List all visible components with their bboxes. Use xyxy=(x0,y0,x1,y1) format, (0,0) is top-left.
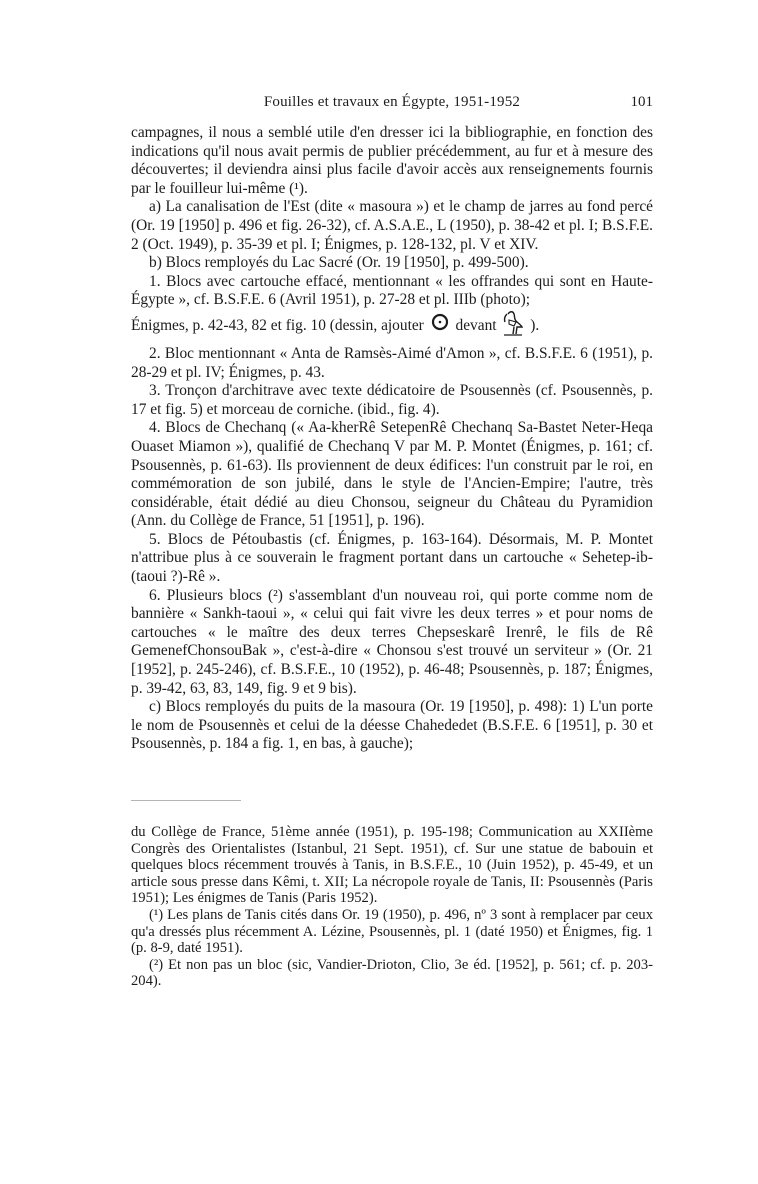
footnotes xyxy=(131,824,653,990)
footnote-1: (¹) Les plans de Tanis cités dans Or. 19 (1950), p. 496, nº 3 sont à remplacer par ceux qu'a dressés plus récemment A. Lézine, Psousennès, pl. 1 (daté 1950) et Énigmes, fig. 1 (p. 8-9, daté 1951). xyxy=(131,906,653,957)
paragraph-b5: 5. Blocs de Pétoubastis (cf. Énigmes, p. 163-164). Désormais, M. P. Montet n'attribue plus à ce souverain le fragment portant dans un cartouche « Sehetep-ib-(taoui ?)-Rê ». xyxy=(131,530,653,586)
paragraph-b: b) Blocs remployés du Lac Sacré (Or. 19 [1950], p. 499-500). xyxy=(149,254,529,272)
paragraph-b1: 1. Blocs avec cartouche effacé, mentionnant « les offrandes qui sont en Haute-Égypte », cf. B.S.F.E. 6 (Avril 1951), p. 27-28 et pl. IIIb (photo); xyxy=(131,272,653,309)
paragraph-b2: 2. Bloc mentionnant « Anta de Ramsès-Aimé d'Amon », cf. B.S.F.E. 6 (1951), p. 28-29 et pl. IV; Énigmes, p. 43. xyxy=(131,344,653,381)
paragraph-b1-continued xyxy=(131,310,653,345)
glyph-line-text-after: ). xyxy=(530,316,540,334)
paragraph-intro: campagnes, il nous a semblé utile d'en dresser ici la bibliographie, en fonction des indications qu'il nous avait permis de publier précédemment, au fur et à mesure des découvertes; il deviendra ainsi plus facile d'avoir accès aux renseignements fournis par le fouilleur lui-même (¹). xyxy=(131,124,653,197)
page-number: 101 xyxy=(630,94,653,110)
sun-disk-glyph-icon xyxy=(431,313,449,340)
footnote-2: (²) Et non pas un bloc (sic, Vandier-Drioton, Clio, 3e éd. [1952], p. 561; cf. p. 203-204). xyxy=(131,956,653,990)
running-header xyxy=(131,94,653,116)
paragraph-b6: 6. Plusieurs blocs (²) s'assemblant d'un nouveau roi, qui porte comme nom de bannière « Sankh-taoui », « celui qui fait vivre les deux terres » et pour noms de cartouches « le maître des deux terres Chepseskarê Irenrê, le fils de Rê GemenefChonsouBak », c'est-à-dire « Chonsou s'est trouvé un serviteur » (Or. 21 [1952], p. 245-246), cf. B.S.F.E., 10 (1952), p. 46-48; Psousennès, p. 187; Énigmes, p. 39-42, 63, 83, 149, fig. 9 et 9 bis). xyxy=(131,586,653,697)
paragraph-a: a) La canalisation de l'Est (dite « masoura ») et le champ de jarres au fond percé (Or. 19 [1950] p. 496 et fig. 26-32), cf. A.S.A.E., L (1950), p. 38-42 et pl. I; B.S.F.E. 2 (Oct. 1949), p. 35-39 et pl. I; Énigmes, p. 128-132, pl. V et XIV. xyxy=(131,198,653,253)
paragraph-b3: 3. Tronçon d'architrave avec texte dédicatoire de Psousennès (cf. Psousennès, p. 17 et fig. 5) et morceau de corniche. (ibid., fig. 4). xyxy=(131,382,653,418)
glyph-line-text-before: Énigmes, p. 42-43, 82 et fig. 10 (dessin, ajouter xyxy=(131,316,424,334)
main-text xyxy=(131,124,653,754)
footnote-divider xyxy=(131,800,241,801)
running-title: Fouilles et travaux en Égypte, 1951-1952 xyxy=(263,94,521,110)
paragraph-b4: 4. Blocs de Chechanq (« Aa-kherRê SetepenRê Chechanq Sa-Bastet Neter-Heqa Ouaset Miamon »), qualifié de Chechanq V par M. P. Montet (Énigmes, p. 161; cf. Psousennès, p. 61-63). Ils proviennent de deux édifices: l'un construit par le roi, en commémoration de son jubilé, dans le style de l'Ancien-Empire; l'autre, très considérable, était dédié au dieu Chonsou, seigneur du Château du Pyramidion (Ann. du Collège de France, 51 [1951], p. 196). xyxy=(131,419,653,530)
glyph-line-text-middle: devant xyxy=(455,316,497,334)
footnote-continued: du Collège de France, 51ème année (1951), p. 195-198; Communication au XXIIème Congrès des Orientalistes (Istanbul, 21 Sept. 1951), cf. Sur une statue de babouin et quelques blocs récemment trouvés à Tanis, in B.S.F.E., 10 (Juin 1952), p. 45-49, et un article sous presse dans Kêmi, t. XII; La nécropole royale de Tanis, II: Psousennès (Paris 1951); Les énigmes de Tanis (Paris 1952). xyxy=(131,824,653,907)
ibis-glyph-icon xyxy=(502,310,524,345)
paragraph-c: c) Blocs remployés du puits de la masoura (Or. 19 [1950], p. 498): 1) L'un porte le nom de Psousennès et celui de la déesse Chahededet (B.S.F.E. 6 [1951], p. 30 et Psousennès, p. 184 a fig. 1, en bas, à gauche); xyxy=(131,698,653,753)
